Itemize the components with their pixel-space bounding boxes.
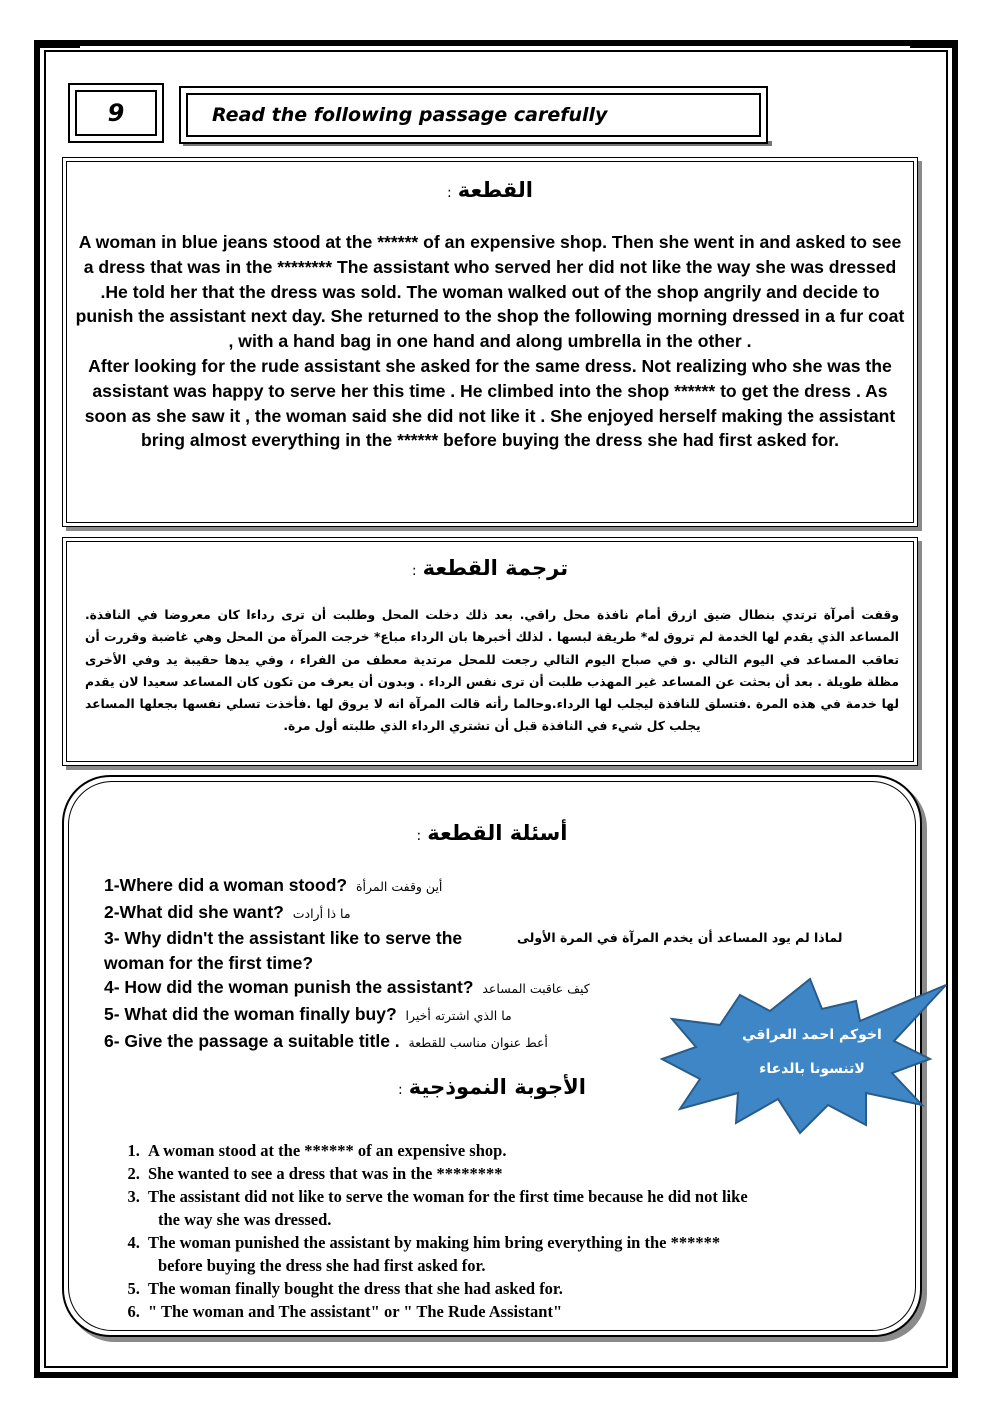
translation-text: وقفت أمرآة ترتدي بنطال ضيق ازرق أمام نافذة محل راقي. بعد ذلك دخلت المحل وطلبت أن ترى رداءا كان معروضا في النافذة. المساعد الذي يقدم لها الخدمة لم تروق له* طريقة لبسها . لذلك أخبرها بان الرداء مباع* خرجت المرآة من المحل وهي غاضبة وقررت أن تعاقب المساعد في اليوم التالي .و في صباح اليوم التالي رجعت للمحل مرتدية معطف من الفراء ، وفي يدها حقيبة يد وفي الأخرى مظلة طويلة . بعد أن بحثت عن المساعد غير المهذب طلبت أن ترى نفس الرداء . وبدون أن يعرف من تكون كان المساعد سعيدا لان يقدم لها خدمة في هذه المرة .فتسلق للنافذة ليجلب لها الرداء.وحالما رأته قالت المرآة انه لا يروق لها .فأخذت تسلي نفسها بجعلها المساعد يجلب كل شيء في النافذة قبل أن تشتري الرداء الذي طلبته أول مرة. — [85, 608, 899, 734]
signature-line-1: اخوكم احمد العراقي — [742, 1027, 882, 1043]
answers-list — [110, 1139, 904, 1323]
answer-item: 5. The woman finally bought the dress that she had asked for. — [144, 1277, 904, 1300]
question-item: 3- Why didn't the assistant like to serve the woman for the first time? لماذا لم يود المساعد أن يخدم المرآة في المرة الأولى — [104, 928, 843, 973]
passage-paragraph-1: A woman in blue jeans stood at the ****** of an expensive shop. Then she went in and asked to see a dress that was in the ******** The assistant who served her did not like the way she was dressed .He told her that the dress was sold. The woman walked out of the shop angrily and decide to punish the assistant next day. She returned to the shop the following morning dressed in a fur coat , with a hand bag in one hand and along umbrella in the other . — [75, 232, 905, 352]
questions-heading-text: أسئلة القطعة — [427, 821, 568, 845]
question-item: 6- Give the passage a suitable title . أعط عنوان مناسب للقطعة — [104, 1030, 548, 1051]
frame-corner-accent — [34, 40, 80, 48]
answer-item: 2. She wanted to see a dress that was in the ******** — [144, 1162, 904, 1185]
page-title: Read the following passage carefully — [212, 104, 608, 126]
passage-paragraph-2: After looking for the rude assistant she asked for the same dress. Not realizing who she was the assistant was happy to serve her this time . He climbed into the shop ****** to get the dress . As soon as she saw it , the woman said she did not like it . She enjoyed herself making the assistant bring almost everything in the ****** before buying the dress she had first asked for. — [84, 355, 896, 451]
answer-item: 3. The assistant did not like to serve the woman for the first time because he did not like the way she was dressed. — [144, 1185, 904, 1231]
passage-heading: القطعة: — [447, 178, 533, 202]
title-box — [179, 86, 768, 144]
answer-item: 1. A woman stood at the ****** of an expensive shop. — [144, 1139, 904, 1162]
page-number: 9 — [107, 99, 125, 127]
question-item: 4- How did the woman punish the assistant? كيف عاقبت المساعد — [104, 977, 590, 998]
question-item: 2-What did she want? ما ذا أرادت — [104, 901, 351, 922]
starburst-shape — [660, 975, 950, 1135]
question-item: 5- What did the woman finally buy? ما الذي اشترته أخيرا — [104, 1003, 512, 1024]
passage-text — [75, 230, 905, 453]
answers-heading-text: الأجوبة النموذجية — [408, 1075, 586, 1099]
answer-item: 4. The woman punished the assistant by making him bring everything in the ****** before buying the dress she had first asked for. — [144, 1231, 904, 1277]
passage-box — [62, 157, 918, 527]
translation-box — [62, 537, 918, 766]
questions-heading: أسئلة القطعة: — [416, 821, 568, 845]
answer-item: 6. " The woman and The assistant" or " The Rude Assistant" — [144, 1300, 904, 1323]
question-item: 1-Where did a woman stood? أين وقفت المرأة — [104, 875, 443, 895]
signature-starburst — [660, 975, 950, 1135]
signature-line-2: لاتنسونا بالدعاء — [759, 1061, 865, 1077]
frame-corner-accent — [910, 40, 958, 48]
answers-heading: الأجوبة النموذجية: — [398, 1075, 586, 1099]
translation-heading: ترجمة القطعة: — [411, 556, 569, 580]
passage-heading-text: القطعة — [457, 178, 533, 202]
page-number-box — [68, 83, 164, 143]
translation-heading-text: ترجمة القطعة — [422, 556, 569, 580]
